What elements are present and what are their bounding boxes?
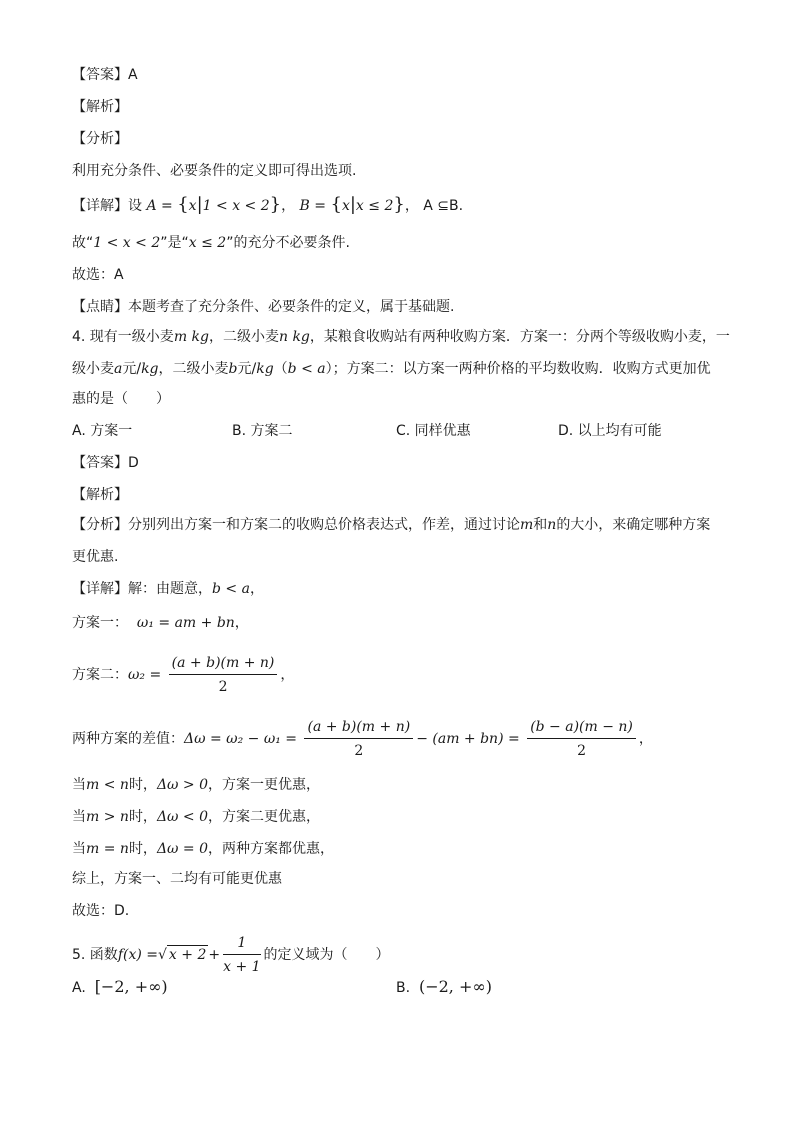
q3-fenxi-text: 利用充分条件、必要条件的定义即可得出选项.: [72, 163, 357, 179]
q4-analysis-tag: 【解析】: [72, 487, 128, 503]
q3-comment: 【点睛】本题考查了充分条件、必要条件的定义，属于基础题.: [72, 299, 455, 315]
q4-detail-line: 【详解】解：由题意，b < a，: [72, 581, 264, 597]
q4-answer-line: 【答案】D: [72, 455, 139, 471]
q4-option-a: A. 方案一: [72, 423, 133, 439]
q5-stem: 5. 函数f(x) =√ x + 2 + $\frac{1}{x + 1}$ 的定义域为（ ）: [72, 935, 390, 975]
q4-stem-line1: 4. 现有一级小麦m kg，二级小麦n kg，某粮食收购站有两种收购方案．方案一：分两个等级收购小麦，一: [72, 329, 730, 345]
detail-tag: 【详解】: [72, 198, 128, 214]
case-line-1: 当m < n时，Δω > 0，方案一更优惠，: [72, 777, 321, 793]
q4-option-c: C. 同样优惠: [396, 423, 471, 439]
case-line-2: 当m > n时，Δω < 0，方案二更优惠，: [72, 809, 321, 825]
diff-fraction-2: $\frac{(b - a)(m - n)}{2}$: [527, 718, 636, 760]
subset-relation: A ⊆B: [423, 198, 459, 214]
q3-conclusion: 故“1 < x < 2”是“x ≤ 2”的充分不必要条件.: [72, 235, 350, 251]
q4-stem-line2: 级小麦a元/kg，二级小麦b元/kg（b < a）；方案二：以方案一两种价格的平均数收购．收购方式更加优: [72, 361, 711, 377]
q4-option-d: D. 以上均有可能: [558, 423, 662, 439]
plan1-line: 方案一： ω₁ = am + bn，: [72, 615, 249, 631]
q3-detail-line: 【详解】设 A = {x|1 < x < 2}， B = {x|x ≤ 2}， A ⊆B.: [72, 194, 464, 215]
answer-tag: 【答案】: [72, 67, 128, 83]
answer-value: A: [128, 67, 138, 83]
q4-option-b: B. 方案二: [232, 423, 293, 439]
q4-choice: 故选：D.: [72, 903, 130, 919]
plan2-fraction: $\frac{(a + b)(m + n)}{2}$: [169, 654, 278, 696]
q4-fenxi-line1: 【分析】分别列出方案一和方案二的收购总价格表达式，作差，通过讨论m和n的大小，来确定哪种方案: [72, 517, 711, 533]
q5-fraction: $\frac{1}{x + 1}$: [223, 935, 261, 975]
plan2-line: 方案二：ω₂ = $\frac{(a + b)(m + n)}{2}$ ，: [72, 655, 295, 695]
q3-fenxi-tag: 【分析】: [72, 131, 128, 147]
diff-line: 两种方案的差值：Δω = ω₂ − ω₁ = $\frac{(a + b)(m + n)}{2}$ − (am + bn) = $\frac{(b - a)(m - n)}{2}$ ，: [72, 719, 653, 759]
q5-option-b: B. (−2, +∞): [396, 977, 492, 996]
q4-stem-line3: 惠的是（ ）: [72, 391, 170, 407]
q4-summary: 综上，方案一、二均有可能更优惠: [72, 871, 282, 887]
q3-choice: 故选：A: [72, 267, 124, 283]
q5-option-a: A. [−2, +∞): [72, 977, 168, 996]
q3-answer-line: [72, 66, 138, 84]
q4-fenxi-line2: 更优惠.: [72, 549, 119, 565]
case-line-3: 当m = n时，Δω = 0，两种方案都优惠，: [72, 841, 335, 857]
q3-analysis-tag: 【解析】: [72, 99, 128, 115]
diff-fraction-1: $\frac{(a + b)(m + n)}{2}$: [304, 718, 413, 760]
